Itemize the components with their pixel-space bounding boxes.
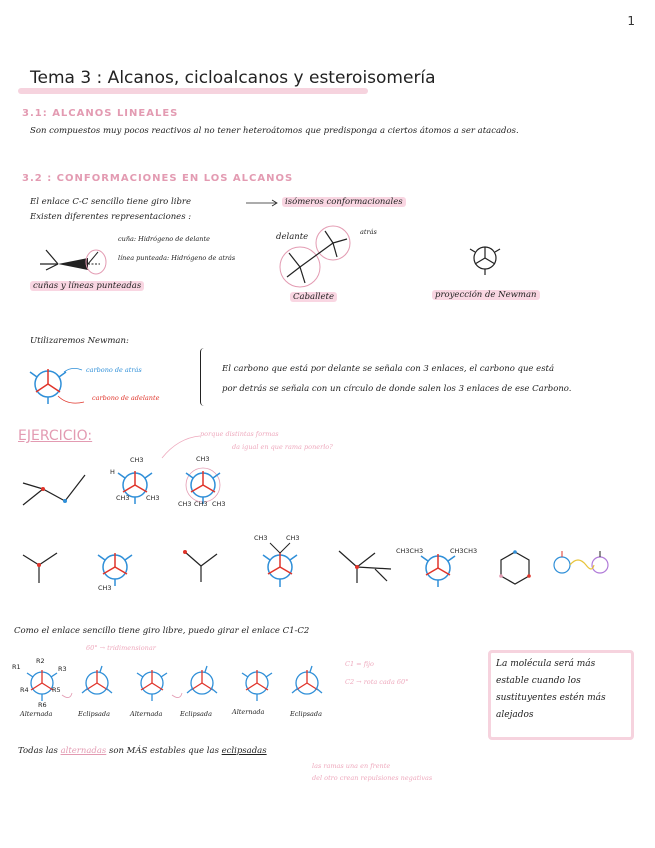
section-text-alcanos-lineales: Son compuestos muy pocos reactivos al no tener heteroátomos que predisponga a ciertos átomos a ser atacados. (30, 126, 519, 136)
isomeros-conformacionales: isómeros conformacionales (282, 197, 406, 207)
cyclohexane-diagram (495, 548, 535, 588)
c1-fijo: C1 = fijo (345, 660, 374, 668)
conformaciones-line-1: El enlace C-C sencillo tiene giro libre (30, 197, 191, 207)
ejercicio-note-2: da igual en que rama ponerlo? (232, 443, 333, 451)
newman-description-2: por detrás se señala con un círculo de donde salen los 3 enlaces de ese Carbono. (222, 384, 572, 394)
stability-note-text: La molécula será más estable cuando los sustituyentes estén más alejados (496, 659, 606, 720)
label-ch3ch3: CH3CH3 (450, 547, 478, 555)
bottom-eclipsadas: eclipsadas (221, 746, 267, 756)
label-ch3: CH3 (254, 534, 268, 542)
caption-eclipsada-2: Eclipsada (180, 710, 212, 718)
page-title: Tema 3 : Alcanos, cicloalcanos y esteroisomería (30, 68, 436, 88)
label-ch3: CH3 (194, 500, 208, 508)
label-ch3: CH3 (146, 494, 160, 502)
caption-cunas: cuñas y líneas punteadas (30, 281, 144, 291)
label-ch3ch3: CH3CH3 (396, 547, 424, 555)
label-ch3: CH3 (212, 500, 226, 508)
caption-alternada-2: Alternada (130, 710, 163, 718)
skeletal-isobutane (15, 545, 65, 585)
page-number: 1 (627, 14, 635, 28)
r-label: R4 (20, 686, 29, 694)
cuna-label: cuña: Hidrógeno de delante (118, 235, 210, 243)
bottom-middle: son MÁS estables que las (108, 746, 219, 756)
conformers-row (12, 655, 337, 713)
angle-note: 60° → tridimensionar (86, 644, 156, 652)
title-highlight (18, 88, 368, 94)
section-heading-alcanos-lineales: 3.1: ALCANOS LINEALES (22, 108, 179, 119)
r-label: R5 (52, 686, 61, 694)
newman-ejercicio-3 (88, 540, 143, 595)
brace (200, 348, 205, 406)
wedge-dash-diagram (38, 240, 108, 280)
skeletal-butane (15, 465, 95, 510)
arrow-icon (244, 198, 280, 208)
bottom-alternadas: alternadas (60, 746, 107, 756)
skeletal-propane-branch (175, 540, 225, 585)
label-delante: delante (276, 232, 309, 242)
caption-alternada-3: Alternada (232, 708, 265, 716)
newman-projection-diagram (465, 238, 505, 278)
bottom-prefix: Todas las (18, 746, 58, 756)
conformaciones-line-2: Existen diferentes representaciones : (30, 212, 192, 222)
newman-ejercicio-1 (108, 458, 163, 513)
label-carbono-adelante: carbono de adelante (92, 394, 160, 402)
label-h: H (110, 468, 115, 476)
section-heading-conformaciones: 3.2 : CONFORMACIONES EN LOS ALCANOS (22, 173, 294, 184)
cyclohexane-newman (548, 545, 618, 585)
label-atras: atrás (360, 228, 377, 236)
label-ch3: CH3 (286, 534, 300, 542)
ejercicio-note-1: porque distintas formas (200, 430, 279, 438)
utilizaremos-newman: Utilizaremos Newman: (30, 336, 129, 346)
label-ch3: CH3 (116, 494, 130, 502)
caption-caballete: Caballete (290, 292, 337, 302)
caption-eclipsada-3: Eclipsada (290, 710, 322, 718)
newman-ejercicio-4 (250, 535, 315, 595)
caption-eclipsada-1: Eclipsada (78, 710, 110, 718)
newman-colored-diagram (28, 358, 88, 413)
caption-newman: proyección de Newman (432, 290, 540, 300)
linea-punteada-label: línea punteada: Hidrógeno de atrás (118, 254, 236, 262)
bottom-note-2: del otro crean repulsiones negativas (312, 774, 433, 782)
skeletal-neopentyl (335, 545, 395, 585)
r-label: R1 (12, 663, 21, 671)
bottom-statement (18, 746, 267, 756)
c2-rota: C2 → rota cada 60° (345, 678, 409, 686)
label-ch3: CH3 (98, 584, 112, 592)
label-carbono-atras: carbono de atrás (86, 366, 142, 374)
label-ch3: CH3 (130, 456, 144, 464)
newman-description-1: El carbono que está por delante se señala con 3 enlaces, el carbono que está (222, 364, 555, 374)
ejercicio-heading: EJERCICIO: (18, 428, 93, 444)
bottom-note-1: las ramas una en frente (312, 762, 391, 770)
r-label: R3 (58, 665, 67, 673)
caption-alternada-1: Alternada (20, 710, 53, 718)
r-label: R2 (36, 657, 45, 665)
r-label: R6 (38, 701, 47, 709)
label-ch3: CH3 (178, 500, 192, 508)
rotation-text: Como el enlace sencillo tiene giro libre, puedo girar el enlace C1-C2 (14, 626, 310, 636)
label-ch3: CH3 (196, 455, 210, 463)
